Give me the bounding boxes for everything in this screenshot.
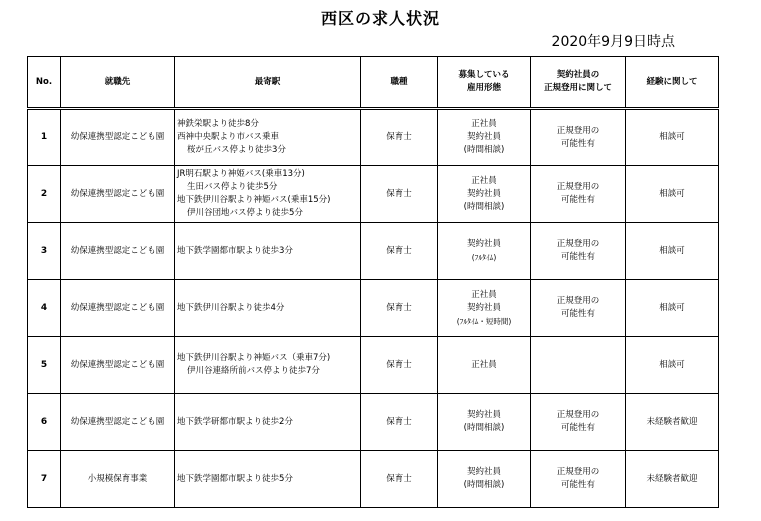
page-title: 西区の求人状況: [320, 9, 440, 28]
table-row: [28, 223, 719, 280]
contract-promotion: [531, 451, 626, 508]
job-type: 保育士: [361, 223, 438, 280]
job-type: 保育士: [361, 337, 438, 394]
job-type: 保育士: [361, 280, 438, 337]
table-header-row: [28, 57, 719, 109]
station-line: 伊川谷連絡所前バス停より徒歩7分: [187, 366, 320, 376]
contract-line: 正規登用の: [556, 182, 600, 192]
station-line: 地下鉄学園都市駅より徒歩3分: [177, 245, 293, 256]
employment-line: 正社員: [471, 119, 497, 129]
station-line: 地下鉄学研都市駅より徒歩2分: [177, 416, 293, 427]
contract-line: 可能性有: [560, 423, 595, 433]
row-number: 4: [28, 280, 61, 337]
nearest-station: [175, 337, 361, 394]
experience-policy: 相談可: [626, 280, 719, 337]
employment-line: (時間相談): [463, 145, 505, 155]
station-line: JR明石駅より神姫バス(乗車13分): [177, 169, 305, 179]
employment-line: (時間相談): [463, 201, 505, 212]
header-experience: 経験に関して: [626, 57, 719, 109]
employment-line: 契約社員: [466, 239, 501, 249]
row-number: 1: [28, 109, 61, 166]
employment-line: 正社員: [471, 289, 497, 300]
nearest-station: [175, 109, 361, 166]
employment-line: (ﾌﾙﾀｲﾑ・短時間): [456, 316, 512, 326]
nearest-station: [175, 223, 361, 280]
station-line: 地下鉄伊川谷駅より神姫バス（乗車7分): [177, 353, 331, 363]
employment-type: [438, 451, 531, 508]
employment-line: 正社員: [471, 359, 497, 370]
row-number: 2: [28, 166, 61, 223]
experience-policy: 相談可: [626, 223, 719, 280]
experience-policy: 相談可: [626, 337, 719, 394]
nearest-station: [175, 280, 361, 337]
station-line: 桜が丘バス停より徒歩3分: [187, 145, 286, 155]
employment-type: [438, 394, 531, 451]
workplace-type: 幼保連携型認定こども園: [61, 394, 175, 451]
job-listings-table: [27, 56, 719, 508]
station-line: 地下鉄伊川谷駅より徒歩4分: [177, 302, 285, 313]
row-number: 7: [28, 451, 61, 508]
employment-type: [438, 109, 531, 166]
row-number: 6: [28, 394, 61, 451]
table-row: [28, 109, 719, 166]
contract-line: 可能性有: [560, 309, 595, 319]
nearest-station: [175, 451, 361, 508]
contract-promotion: [531, 166, 626, 223]
header-employment-line2: 雇用形態: [466, 83, 501, 93]
nearest-station: [175, 394, 361, 451]
header-employment-line1: 募集している: [458, 70, 510, 80]
contract-promotion: [531, 337, 626, 394]
row-number: 3: [28, 223, 61, 280]
workplace-type: 幼保連携型認定こども園: [61, 280, 175, 337]
contract-promotion: [531, 394, 626, 451]
station-line: 伊川谷団地バス停より徒歩5分: [187, 208, 303, 218]
station-line: 地下鉄伊川谷駅より神姫バス(乗車15分): [177, 195, 331, 205]
contract-line: 正規登用の: [556, 467, 600, 477]
contract-line: 正規登用の: [556, 410, 600, 420]
header-job: 職種: [361, 57, 438, 109]
workplace-type: 幼保連携型認定こども園: [61, 109, 175, 166]
row-number: 5: [28, 337, 61, 394]
station-line: 地下鉄学園都市駅より徒歩5分: [177, 473, 293, 484]
header-employment: [438, 57, 531, 109]
employment-type: [438, 223, 531, 280]
table-row: [28, 337, 719, 394]
experience-policy: 相談可: [626, 109, 719, 166]
as-of-date: 2020年9月9日時点: [551, 34, 675, 50]
job-type: 保育士: [361, 451, 438, 508]
workplace-type: 幼保連携型認定こども園: [61, 166, 175, 223]
employment-line: (ﾌﾙﾀｲﾑ): [471, 253, 497, 262]
employment-line: 正社員: [471, 175, 497, 186]
employment-type: [438, 166, 531, 223]
workplace-type: 幼保連携型認定こども園: [61, 337, 175, 394]
employment-line: 契約社員: [466, 410, 501, 420]
employment-type: [438, 280, 531, 337]
station-line: 西神中央駅より市バス乗車: [177, 132, 280, 142]
contract-promotion: [531, 280, 626, 337]
contract-line: 可能性有: [560, 480, 595, 490]
contract-line: 正規登用の: [556, 296, 600, 306]
job-type: 保育士: [361, 109, 438, 166]
table-body: [28, 109, 719, 508]
job-type: 保育士: [361, 394, 438, 451]
employment-line: 契約社員: [466, 132, 501, 142]
workplace-type: 小規模保育事業: [61, 451, 175, 508]
contract-promotion: [531, 109, 626, 166]
employment-line: 契約社員: [466, 188, 501, 199]
table-row: [28, 166, 719, 223]
workplace-type: 幼保連携型認定こども園: [61, 223, 175, 280]
table-row: [28, 280, 719, 337]
table-row: [28, 451, 719, 508]
experience-policy: 未経験者歓迎: [626, 451, 719, 508]
contract-line: 正規登用の: [556, 125, 600, 136]
contract-line: 可能性有: [560, 138, 595, 149]
contract-line: 可能性有: [560, 195, 595, 205]
header-contract: [531, 57, 626, 109]
experience-policy: 相談可: [626, 166, 719, 223]
table-row: [28, 394, 719, 451]
contract-promotion: [531, 223, 626, 280]
employment-line: 契約社員: [466, 302, 501, 313]
station-line: 生田バス停より徒歩5分: [187, 182, 278, 192]
employment-line: 契約社員: [466, 467, 501, 477]
employment-line: (時間相談): [463, 423, 505, 433]
employment-type: [438, 337, 531, 394]
station-line: 神鉄栄駅より徒歩8分: [177, 119, 259, 129]
contract-line: 可能性有: [560, 252, 595, 262]
header-no: No.: [28, 57, 61, 109]
header-contract-line2: 正規登用に関して: [543, 83, 612, 93]
header-place: 就職先: [61, 57, 175, 109]
header-station: 最寄駅: [175, 57, 361, 109]
job-type: 保育士: [361, 166, 438, 223]
experience-policy: 未経験者歓迎: [626, 394, 719, 451]
nearest-station: [175, 166, 361, 223]
header-contract-line1: 契約社員の: [556, 70, 600, 80]
employment-line: (時間相談): [463, 480, 505, 490]
contract-line: 正規登用の: [556, 239, 600, 249]
